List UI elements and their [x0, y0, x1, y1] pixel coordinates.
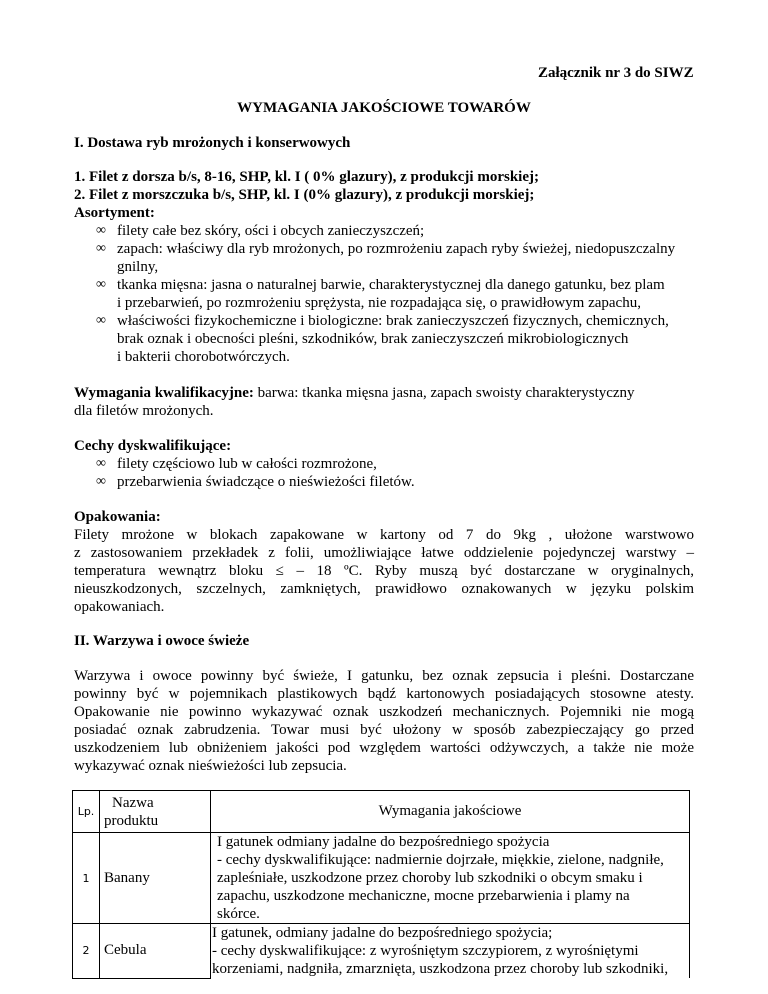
document-title: WYMAGANIA JAKOŚCIOWE TOWARÓW [237, 100, 531, 116]
quality-requirements-table [72, 790, 690, 979]
bullet-icon: ∞ [96, 456, 106, 471]
table-header-row [73, 791, 690, 833]
product-name: Cebula [100, 924, 211, 979]
bullet-icon: ∞ [96, 277, 106, 292]
requirements-cell: I gatunek odmiany jadalne do bezpośredniego spożycia - cechy dyskwalifikujące: nadmiernie dojrzałe, miękkie, zielone, nadgniłe, zapleśniałe, uszkodzone przez choroby lub szkodniki o obcym smaku i zapachu, uszkodzone mechaniczne, mocne przebarwienia i plamy na skórce. [211, 833, 690, 924]
table-row [73, 924, 690, 979]
requirements-header: Wymagania jakościowe [211, 791, 690, 833]
bullet-icon: ∞ [96, 241, 106, 256]
section2-heading: II. Warzywa i owoce świeże [74, 633, 250, 649]
assortment-label: Asortyment: [74, 205, 155, 221]
attachment-label: Załącznik nr 3 do SIWZ [538, 65, 694, 81]
packaging-label: Opakowania: [74, 509, 161, 525]
qualification-text: Wymagania kwalifikacyjne: barwa: tkanka mięsna jasna, zapach swoisty charakterystyczny [74, 385, 635, 401]
qualification-text-continued: dla filetów mrożonych. [74, 403, 214, 419]
bullet-icon: ∞ [96, 223, 106, 238]
table-row [73, 833, 690, 924]
lp-header: Lp. [73, 791, 100, 833]
section1-heading: I. Dostawa ryb mrożonych i konserwowych [74, 135, 351, 151]
document-page: Załącznik nr 3 do SIWZ WYMAGANIA JAKOŚCIOWE TOWARÓW I. Dostawa ryb mrożonych i konserwowych 1. Filet z dorsza b/s, 8-16, SHP, kl. I ( 0% glazury), z produkcji morskiej; 2. Filet z morszczuka b/s, SHP, kl. I (0% glazury), z produkcji morskiej; Asortyment: ∞ filety całe bez skóry, ości i obcych zanieczyszczeń; ∞ zapach: właściwy dla ryb mrożonych, po rozmrożeniu zapach ryby świeżej, niedopuszczalny gnilny, ∞ tkanka mięsna: jasna o naturalnej barwie, charakterystycznej dla danego gatunku, bez plam i przebarwień, po rozmrożeniu sprężysta, nie rozpadająca się, o prawidłowym zapachu, ∞ właściwości fizykochemiczne i biologiczne: brak zanieczyszczeń fizycznych, chemicznych, brak oznak i obecności pleśni, szkodników, brak zanieczyszczeń mikrobiologicznych i bakterii chorobotwórczych. Wymagania kwalifikacyjne: barwa: tkanka mięsna jasna, zapach swoisty charakterystyczny dla filetów mrożonych. Cechy dyskwalifikujące: ∞ filety częściowo lub w całości rozmrożone, ∞ przebarwienia świadczące o nieświeżości filetów. Opakowania: Filety mrożone w blokach zapakowane w kartony od 7 do 9kg , ułożone warstwowo z zastosowaniem przekładek z folii, umożliwiające łatwe oddzielenie pojedynczej warstwy – temperatura wewnątrz bloku ≤ – 18 ºC. Ryby muszą być dostarczane w oryginalnych, nieuszkodzonych, szczelnych, zamkniętych, prawidłowo oznakowanych w języku polskim opakowaniach. II. Warzywa i owoce świeże Warzywa i owoce powinny być świeże, I gatunku, bez oznak zepsucia i pleśni. Dostarczane powinny być w pojemnikach plastikowych bądź kartonowych posiadających stosowne atesty. Opakowanie nie powinno wykazywać oznak uszkodzeń mechanicznych. Pojemniki nie mogą posiadać oznak zabrudzenia. Towar musi być ułożony w sposób zabezpieczający go przed uszkodzeniem lub obniżeniem jakości pod względem wartości odżywczych, a także nie może wykazywać oznak nieświeżości lub zepsucia. Lp. Nazwa produktu Wymagania jakościowe 1 Banany I gatunek odmiany jadalne do bezpośredniego spożycia - cechy dyskwalifikujące: nadmiernie dojrzałe, miękkie, zielone, nadgniłe, zapleśniałe, uszkodzone przez choroby lub szkodniki o obcym smaku i zapachu, uszkodzone mechaniczne, mocne przebarwienia i plamy na skórce. 2 Cebula I gatunek, odmiany jadalne do bezpośredniego spożycia; - cechy dyskwalifikujące: z wyrośniętym szczypiorem, z wyrośniętymi korzeniami, nadgniła, zmarznięta, uszkodzona przez choroby lub szkodniki, [0, 0, 768, 994]
product-name-header: Nazwa produktu [100, 791, 211, 833]
row-number: 1 [73, 833, 100, 924]
product-item-2: 2. Filet z morszczuka b/s, SHP, kl. I (0% glazury), z produkcji morskiej; [74, 187, 535, 203]
product-item-1: 1. Filet z dorsza b/s, 8-16, SHP, kl. I ( 0% glazury), z produkcji morskiej; [74, 169, 539, 185]
row-number: 2 [73, 924, 100, 979]
disqualifying-label: Cechy dyskwalifikujące: [74, 438, 232, 454]
qualification-label: Wymagania kwalifikacyjne: [74, 385, 254, 401]
requirements-cell: I gatunek, odmiany jadalne do bezpośredniego spożycia; - cechy dyskwalifikujące: z wyrośniętym szczypiorem, z wyrośniętymi korzeniami, nadgniła, zmarznięta, uszkodzona przez choroby lub szkodniki, [211, 924, 690, 979]
bullet-icon: ∞ [96, 313, 106, 328]
product-name: Banany [100, 833, 211, 924]
bullet-icon: ∞ [96, 474, 106, 489]
